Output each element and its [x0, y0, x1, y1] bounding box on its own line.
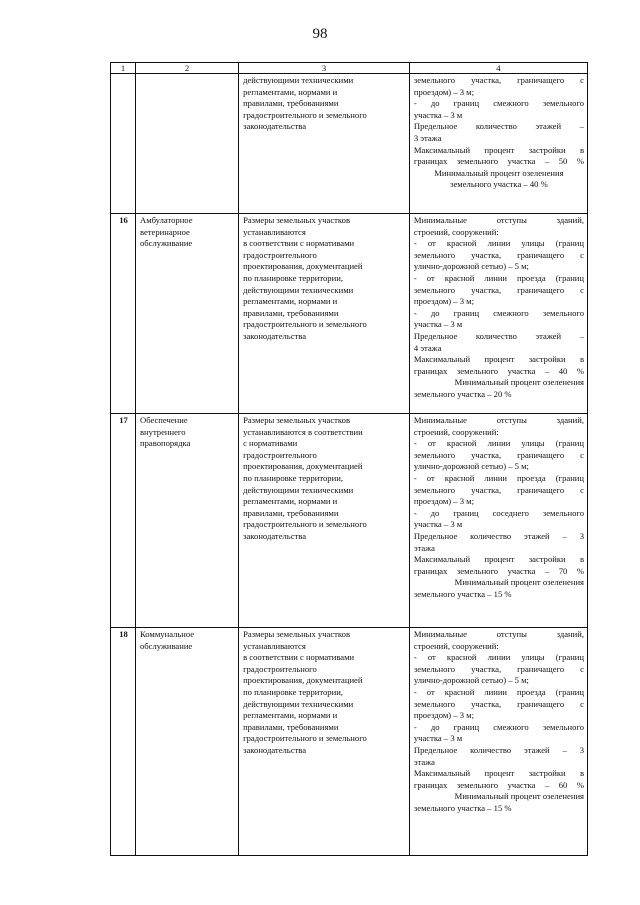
plot-size-line: законодательства: [243, 530, 307, 541]
row-number: 16: [111, 214, 136, 414]
limits-line: границах земельного участка – 50 %: [413, 156, 584, 167]
limits-line: 3 этажа: [413, 132, 442, 143]
plot-size-line: с нормативами: [243, 438, 298, 449]
limits-line: - от красной линии улицы (границ: [413, 652, 584, 663]
limits-cell: [409, 214, 587, 414]
use-type-line: правопорядка: [139, 438, 191, 449]
use-type-cell: [135, 74, 238, 214]
plot-size-cell: [239, 214, 410, 414]
limits-cell: [409, 414, 587, 628]
limits-line: границах земельного участка – 40 %: [413, 365, 584, 376]
page-number: 98: [312, 26, 328, 42]
limits-line: участка – 3 м: [413, 319, 463, 330]
header-col-2: 2: [135, 63, 238, 74]
limits-line: строений, сооружений:: [413, 640, 499, 651]
table-row: [111, 628, 588, 856]
limits-line: проездом) – 3 м;: [413, 496, 475, 507]
limits-line: Предельное количество этажей – 3: [413, 744, 584, 755]
limits-line: проездом) – 3 м;: [413, 86, 475, 97]
limits-line: земельного участка – 20 %: [413, 388, 512, 399]
use-type-cell: [135, 414, 238, 628]
limits-line: земельного участка, граничащего с: [413, 75, 584, 85]
plot-size-line: проектирования, документацией: [243, 261, 363, 272]
use-type-cell: [135, 214, 238, 414]
plot-size-line: по планировке территории,: [243, 272, 343, 283]
limits-line: Минимальные отступы зданий,: [413, 215, 584, 225]
limits-line: этажа: [413, 542, 435, 553]
plot-size-line: градостроительного и земельного: [243, 519, 367, 530]
row-number: 17: [111, 414, 136, 628]
limits-line: границах земельного участка – 70 %: [413, 565, 584, 576]
limits-line: Минимальные отступы зданий,: [413, 629, 584, 639]
use-type-line: внутреннего: [139, 426, 186, 437]
plot-size-line: Размеры земельных участков: [243, 629, 351, 639]
limits-line: границах земельного участка – 60 %: [413, 779, 584, 790]
limits-cell: [409, 628, 587, 856]
limits-line: земельного участка, граничащего с: [413, 249, 584, 260]
limits-line: - до границ соседнего земельного: [413, 507, 584, 518]
plot-size-line: Размеры земельных участков: [243, 215, 351, 225]
plot-size-line: в соответствии с нормативами: [243, 652, 355, 663]
plot-size-line: действующими техническими: [243, 698, 354, 709]
plot-size-line: градостроительного и земельного: [243, 319, 367, 330]
limits-line: Предельное количество этажей –: [413, 330, 584, 341]
plot-size-line: законодательства: [243, 121, 307, 132]
plot-size-line: градостроительного: [243, 663, 317, 674]
plot-size-line: законодательства: [243, 330, 307, 341]
use-type-line: Амбулаторное: [139, 215, 193, 225]
limits-line: этажа: [413, 756, 435, 767]
limits-line: земельного участка – 15 %: [413, 802, 512, 813]
plot-size-line: регламентами, нормами и: [243, 296, 338, 307]
limits-line: - от красной линии проезда (границ: [413, 686, 584, 697]
row-number: 18: [111, 628, 136, 856]
plot-size-line: регламентами, нормами и: [243, 710, 338, 721]
limits-line: - от красной линии проезда (границ: [413, 472, 584, 483]
plot-size-line: по планировке территории,: [243, 686, 343, 697]
limits-line: Предельное количество этажей –: [413, 121, 584, 132]
limits-line: земельного участка, граничащего с: [413, 449, 584, 460]
limits-line: проездом) – 3 м;: [413, 710, 475, 721]
limits-line: улично-дорожной сетью) – 5 м;: [413, 675, 529, 686]
table-header-row: [111, 63, 588, 74]
limits-line: участка – 3 м: [413, 109, 463, 120]
limits-line: улично-дорожной сетью) – 5 м;: [413, 461, 529, 472]
limits-line: Минимальный процент озеленения: [454, 577, 584, 588]
use-type-line: обслуживание: [139, 640, 193, 651]
plot-size-line: в соответствии с нормативами: [243, 238, 355, 249]
plot-size-line: Размеры земельных участков: [243, 415, 351, 425]
limits-line: Максимальный процент застройки в: [413, 554, 584, 565]
use-type-cell: [135, 628, 238, 856]
limits-line: земельного участка, граничащего с: [413, 484, 584, 495]
use-type-line: обслуживание: [139, 238, 193, 249]
plot-size-line: законодательства: [243, 744, 307, 755]
plot-size-line: градостроительного: [243, 249, 317, 260]
use-type-line: ветеринарное: [139, 226, 190, 237]
plot-size-cell: [239, 414, 410, 628]
table-row: [111, 214, 588, 414]
plot-size-line: градостроительного и земельного: [243, 109, 367, 120]
plot-size-line: регламентами, нормами и: [243, 496, 338, 507]
plot-size-line: устанавливаются: [243, 226, 306, 237]
limits-line: - до границ смежного земельного: [413, 98, 584, 109]
limits-line: земельного участка, граничащего с: [413, 284, 584, 295]
limits-line: строений, сооружений:: [413, 226, 499, 237]
zoning-table: [110, 62, 588, 856]
plot-size-line: действующими техническими: [243, 284, 354, 295]
plot-size-line: правилами, требованиями: [243, 507, 339, 518]
row-number: [111, 74, 136, 214]
plot-size-line: проектирования, документацией: [243, 675, 363, 686]
limits-line: проездом) – 3 м;: [413, 296, 475, 307]
use-type-line: Коммунальное: [139, 629, 195, 639]
use-type-line: Обеспечение: [139, 415, 188, 425]
plot-size-line: проектирования, документацией: [243, 461, 363, 472]
plot-size-cell: [239, 628, 410, 856]
header-col-3: 3: [239, 63, 410, 74]
limits-line: Максимальный процент застройки в: [413, 354, 584, 365]
limits-line: строений, сооружений:: [413, 426, 499, 437]
limits-line: Минимальный процент озеленения: [454, 791, 584, 802]
limits-line: Предельное количество этажей – 3: [413, 530, 584, 541]
limits-line: Максимальный процент застройки в: [413, 144, 584, 155]
limits-line: - от красной линии проезда (границ: [413, 272, 584, 283]
limits-line: земельного участка, граничащего с: [413, 663, 584, 674]
limits-line: земельного участка – 15 %: [413, 588, 512, 599]
header-col-1: 1: [111, 63, 136, 74]
limits-line: земельного участка – 40 %: [450, 179, 548, 190]
plot-size-line: по планировке территории,: [243, 472, 343, 483]
table-row: [111, 414, 588, 628]
plot-size-line: устанавливаются в соответствии: [243, 426, 363, 437]
limits-line: - до границ смежного земельного: [413, 307, 584, 318]
plot-size-line: регламентами, нормами и: [243, 86, 338, 97]
limits-line: - от красной линии улицы (границ: [413, 238, 584, 249]
limits-line: участка – 3 м: [413, 519, 463, 530]
header-col-4: 4: [409, 63, 587, 74]
limits-line: - от красной линии улицы (границ: [413, 438, 584, 449]
limits-line: - до границ смежного земельного: [413, 721, 584, 732]
plot-size-line: устанавливаются: [243, 640, 306, 651]
plot-size-cell: [239, 74, 410, 214]
limits-line: Минимальные отступы зданий,: [413, 415, 584, 425]
limits-line: улично-дорожной сетью) – 5 м;: [413, 261, 529, 272]
limits-line: Минимальный процент озеленения: [454, 377, 584, 388]
plot-size-line: правилами, требованиями: [243, 98, 339, 109]
plot-size-line: правилами, требованиями: [243, 721, 339, 732]
limits-line: земельного участка, граничащего с: [413, 698, 584, 709]
limits-line: участка – 3 м: [413, 733, 463, 744]
plot-size-line: градостроительного: [243, 449, 317, 460]
plot-size-line: правилами, требованиями: [243, 307, 339, 318]
limits-cell: [409, 74, 587, 214]
limits-line: Минимальный процент озеленения: [434, 167, 564, 178]
limits-line: 4 этажа: [413, 342, 442, 353]
plot-size-line: действующими техническими: [243, 484, 354, 495]
plot-size-line: градостроительного и земельного: [243, 733, 367, 744]
limits-line: Максимальный процент застройки в: [413, 768, 584, 779]
table-row-continuation: [111, 74, 588, 214]
plot-size-line: действующими техническими: [243, 75, 354, 85]
